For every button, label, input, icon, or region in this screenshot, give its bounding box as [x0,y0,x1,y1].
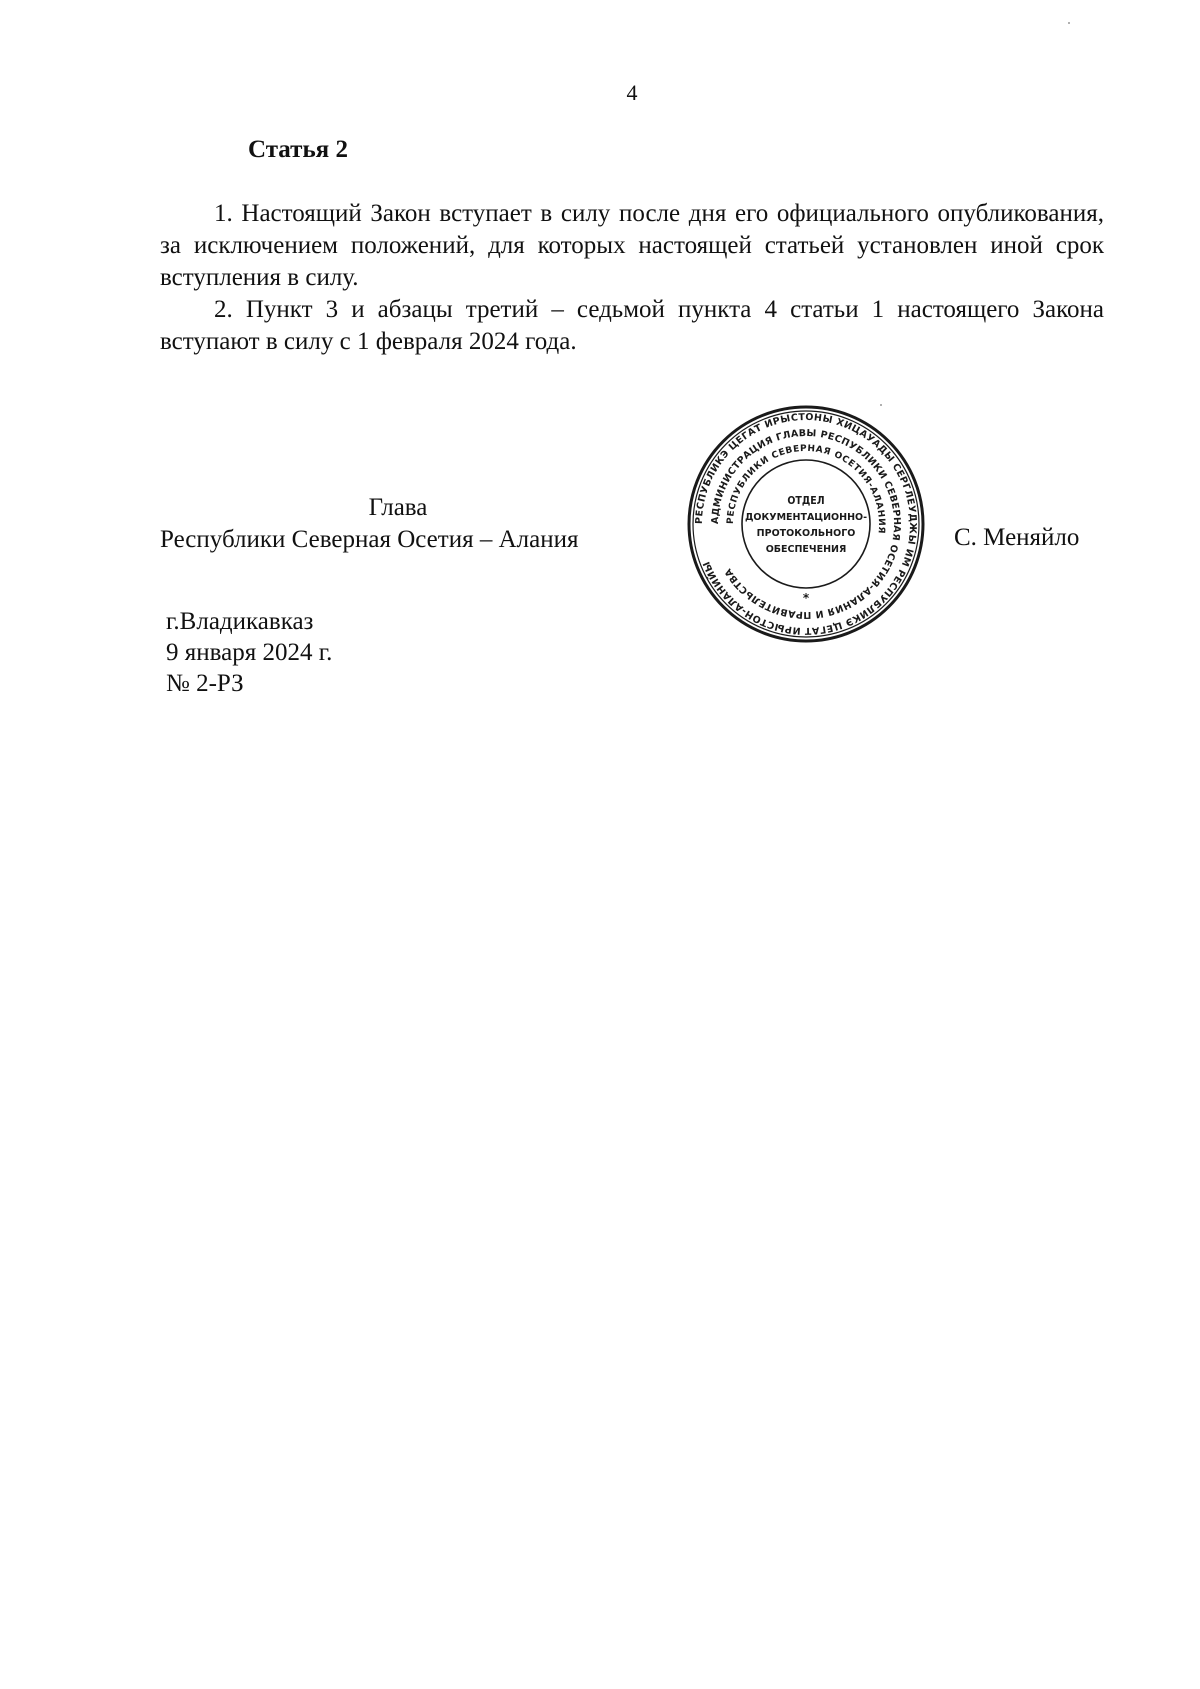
seal-inner-ring-text: РЕСПУБЛИКИ СЕВЕРНАЯ ОСЕТИЯ-АЛАНИЯ [725,443,887,535]
signatory-name: С. Меняйло [954,524,1080,551]
seal-center-line: ОБЕСПЕЧЕНИЯ [765,544,847,555]
official-seal [686,404,926,644]
seal-graphic [686,404,926,644]
signatory-position [160,492,636,556]
seal-outer-ring-text: РЕСПУБЛИКЭ ЦЕГАТ ИРЫСТОНЫ ХИЦАУАДЫ СЕРГЛЕУДЖЫ ИМ РЕСПУБЛИКЭ ЦЕГАТ ИРЫСТОН-АЛАНИЙЫ [693,411,919,637]
article-body [160,198,1104,358]
signatory-position-title: Глава [368,494,428,521]
seal-center-line: ПРОТОКОЛЬНОГО [756,528,856,539]
seal-middle-ring-text: АДМИНИСТРАЦИЯ ГЛАВЫ РЕСПУБЛИКИ СЕВЕРНАЯ ОСЕТИЯ-АЛАНИЯ И ПРАВИТЕЛЬСТВА [709,427,903,621]
article-title: Статья 2 [248,136,348,163]
seal-center-line: ДОКУМЕНТАЦИОННО- [744,512,868,523]
paragraph: 1. Настоящий Закон вступает в силу после дня его официального опубликования, за исключением положений, для которых настоящей статьей установлен иной срок вступления в силу. [160,200,1104,291]
signatory-position-region: Республики Северная Осетия – Алания [160,526,579,553]
seal-center-line: ОТДЕЛ [787,495,825,507]
page-number: 4 [626,80,638,105]
seal-star-icon: * [802,591,810,605]
scan-speck [1068,22,1070,24]
city: г.Владикавказ [166,608,314,635]
paragraph: 2. Пункт 3 и абзацы третий – седьмой пункта 4 статьи 1 настоящего Закона вступают в силу с 1 февраля 2024 года. [160,296,1104,355]
law-number: № 2-РЗ [166,670,244,697]
scan-speck [880,404,882,406]
place-date-block [166,606,332,699]
date: 9 января 2024 г. [166,639,333,666]
